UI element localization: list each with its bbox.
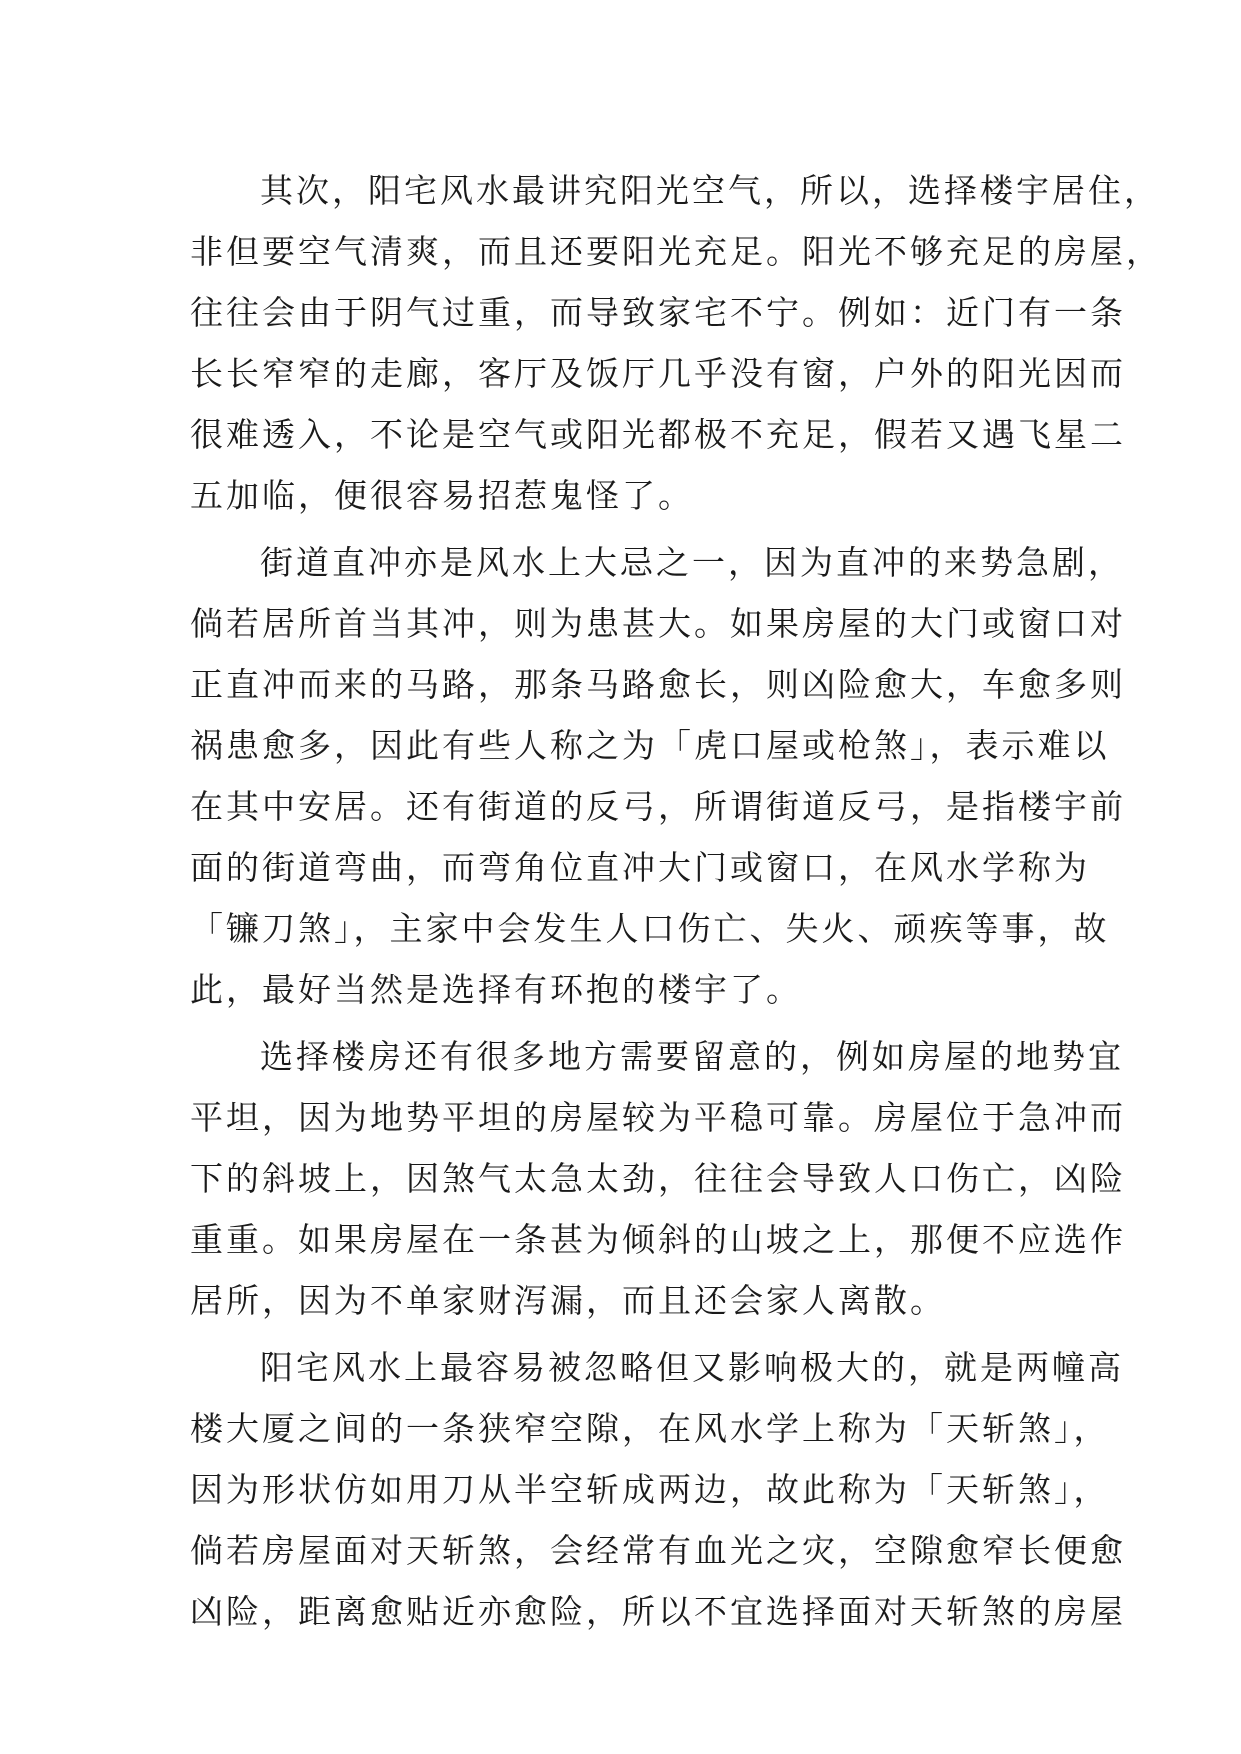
paragraph [190, 532, 1126, 1020]
paragraph [190, 160, 1162, 526]
text-line: 因为形状仿如用刀从半空斩成两边，故此称为「天斩煞」， [190, 1470, 1110, 1509]
text-line: 街道直冲亦是风水上大忌之一，因为直冲的来势急剧， [260, 543, 1124, 582]
text-line: 凶险，距离愈贴近亦愈险，所以不宜选择面对天斩煞的房屋 [190, 1592, 1126, 1631]
text-line: 非但要空气清爽，而且还要阳光充足。阳光不够充足的房屋， [190, 232, 1162, 271]
paragraph [190, 1337, 1126, 1642]
text-line: 「镰刀煞」，主家中会发生人口伤亡、失火、顽疾等事，故 [190, 909, 1110, 948]
text-line: 阳宅风水上最容易被忽略但又影响极大的，就是两幢高 [260, 1348, 1124, 1387]
paragraph [190, 1026, 1126, 1331]
text-line: 下的斜坡上，因煞气太急太劲，往往会导致人口伤亡，凶险 [190, 1159, 1126, 1198]
document-body [190, 160, 1162, 1642]
text-line: 此，最好当然是选择有环抱的楼宇了。 [190, 970, 802, 1009]
text-line: 往往会由于阴气过重，而导致家宅不宁。例如：近门有一条 [190, 293, 1126, 332]
text-line: 长长窄窄的走廊，客厅及饭厅几乎没有窗，户外的阳光因而 [190, 354, 1126, 393]
text-line: 正直冲而来的马路，那条马路愈长，则凶险愈大，车愈多则 [190, 665, 1126, 704]
text-line: 楼大厦之间的一条狭窄空隙，在风水学上称为「天斩煞」， [190, 1409, 1110, 1448]
text-line: 居所，因为不单家财泻漏，而且还会家人离散。 [190, 1281, 946, 1320]
text-line: 在其中安居。还有街道的反弓，所谓街道反弓，是指楼宇前 [190, 787, 1126, 826]
text-line: 祸患愈多，因此有些人称之为「虎口屋或枪煞」，表示难以 [190, 726, 1110, 765]
text-line: 五加临，便很容易招惹鬼怪了。 [190, 476, 694, 515]
text-line: 倘若居所首当其冲，则为患甚大。如果房屋的大门或窗口对 [190, 604, 1126, 643]
text-line: 面的街道弯曲，而弯角位直冲大门或窗口，在风水学称为 [190, 848, 1090, 887]
text-line: 倘若房屋面对天斩煞，会经常有血光之灾，空隙愈窄长便愈 [190, 1531, 1126, 1570]
text-line: 很难透入，不论是空气或阳光都极不充足，假若又遇飞星二 [190, 415, 1126, 454]
text-line: 重重。如果房屋在一条甚为倾斜的山坡之上，那便不应选作 [190, 1220, 1126, 1259]
text-line: 平坦，因为地势平坦的房屋较为平稳可靠。房屋位于急冲而 [190, 1098, 1126, 1137]
text-line: 其次，阳宅风水最讲究阳光空气，所以，选择楼宇居住， [260, 171, 1160, 210]
text-line: 选择楼房还有很多地方需要留意的，例如房屋的地势宜 [260, 1037, 1124, 1076]
